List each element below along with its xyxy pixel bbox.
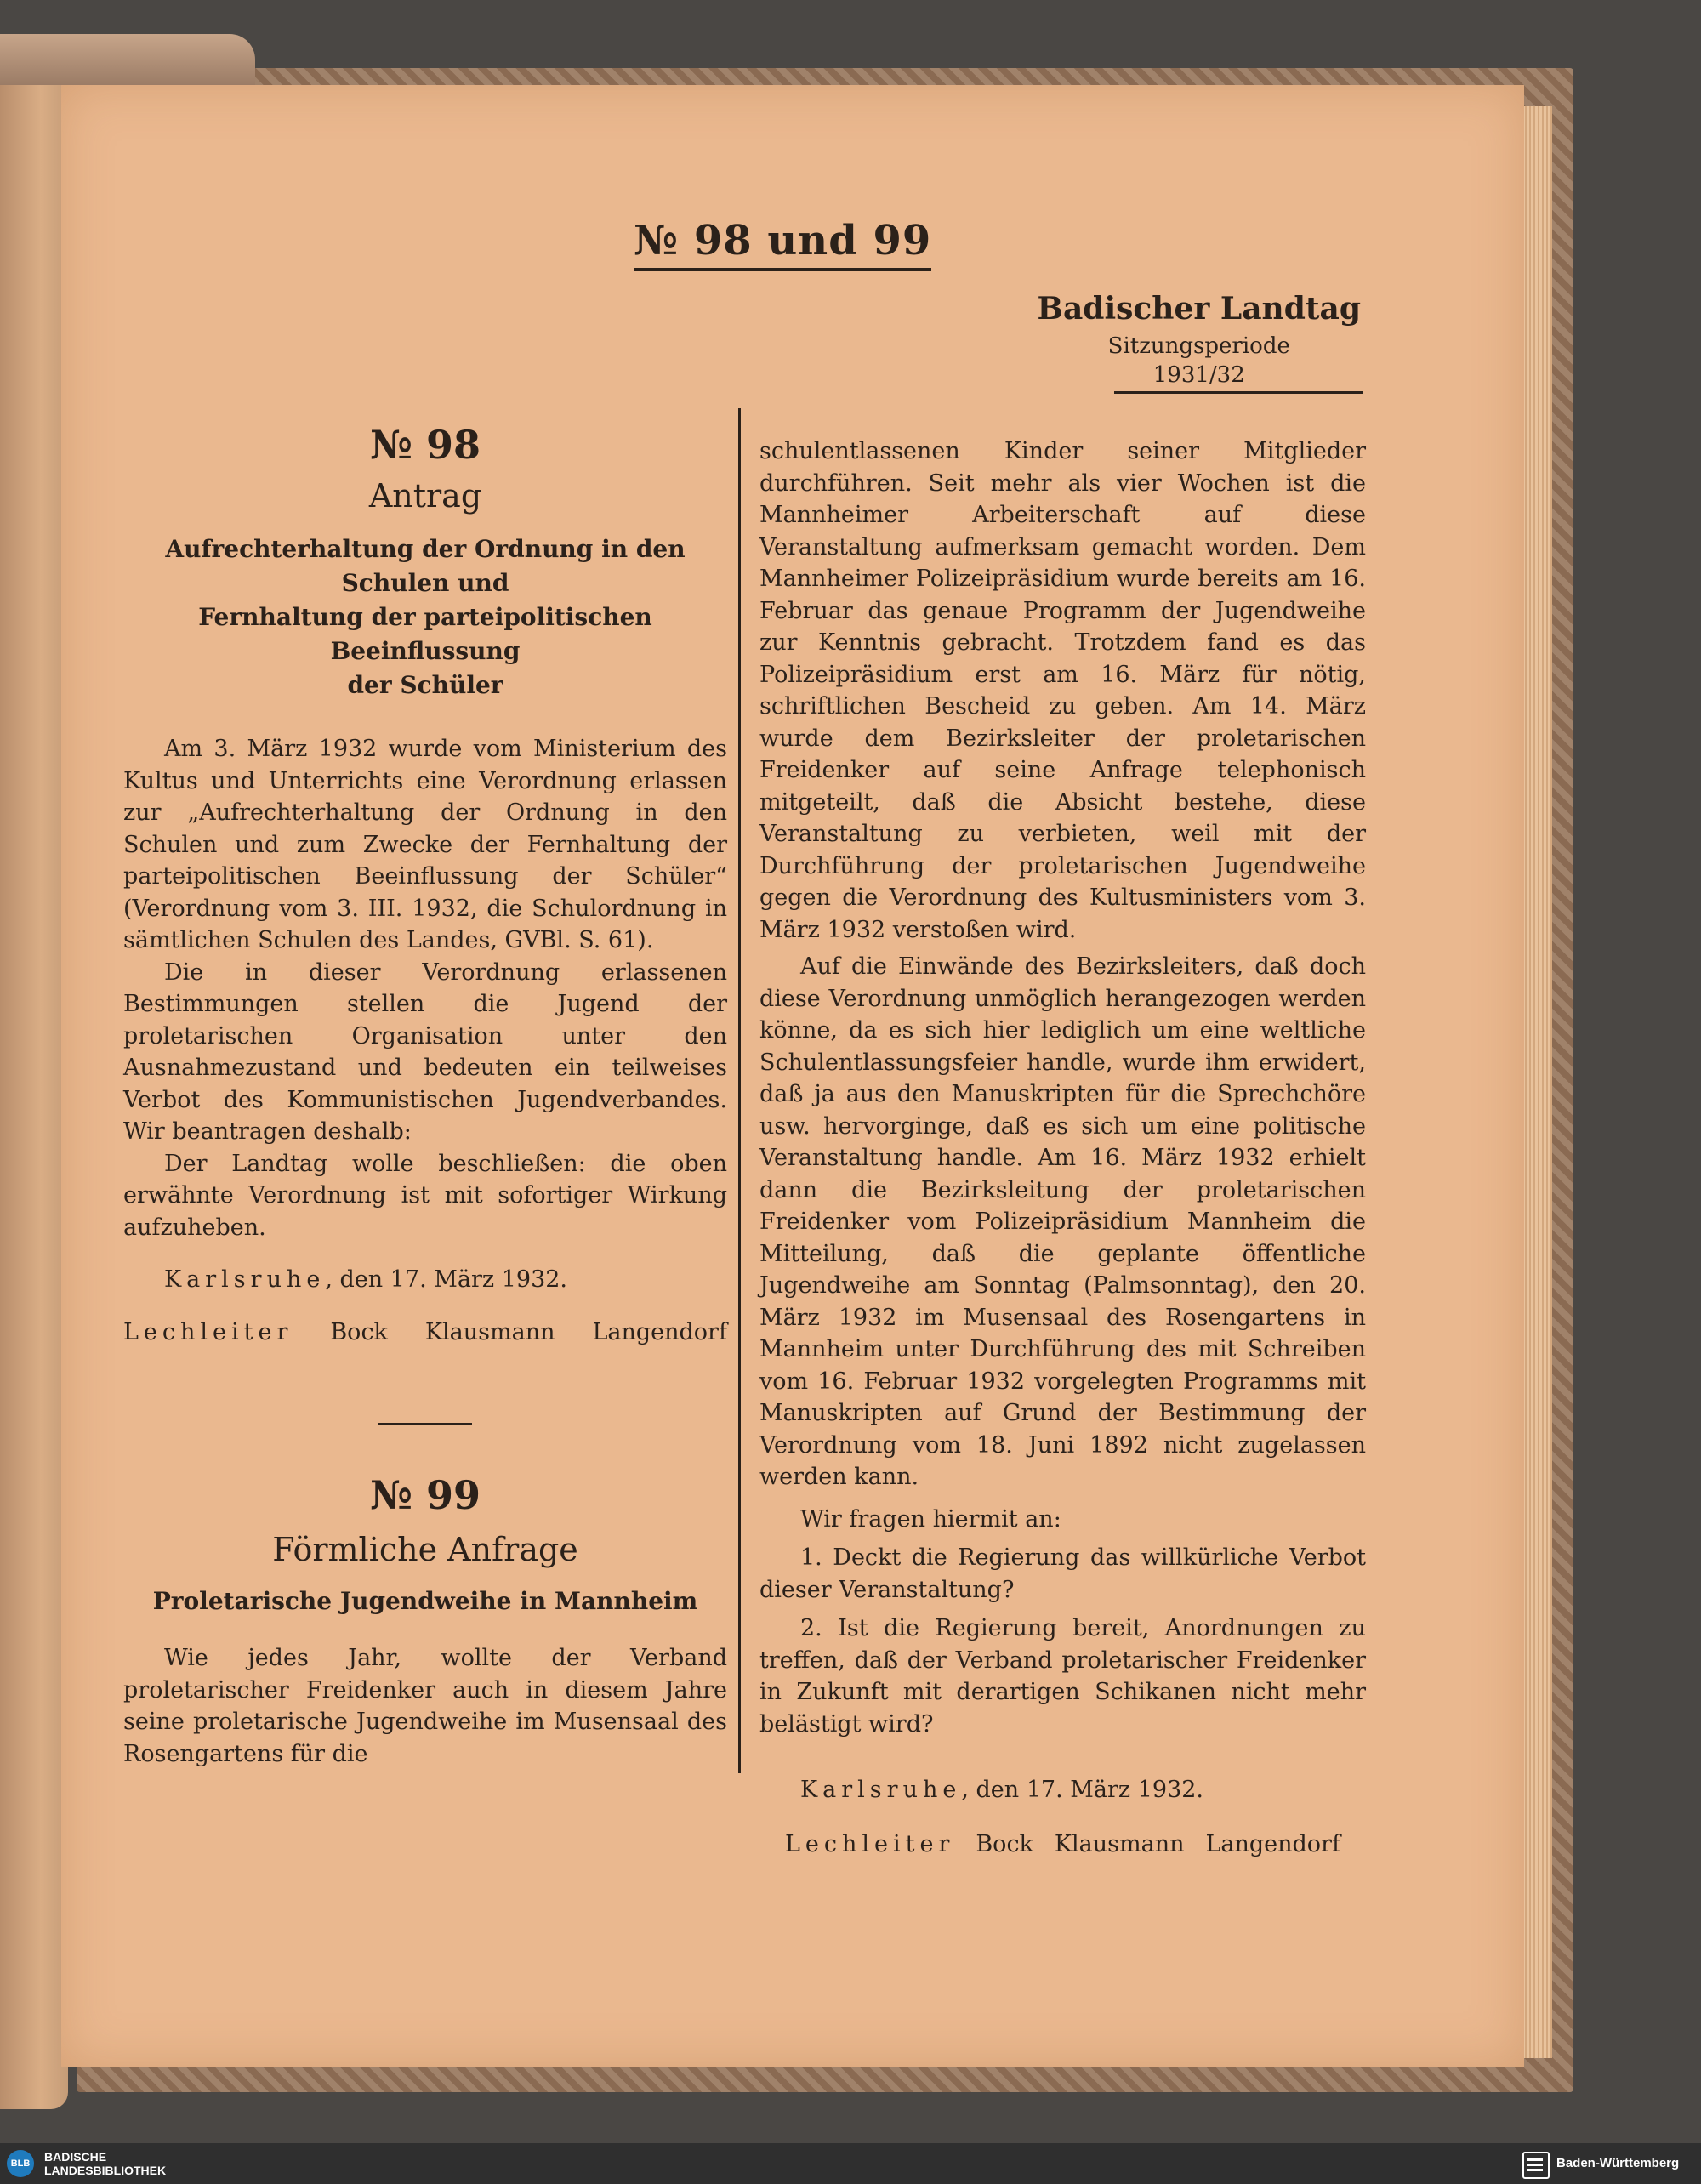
subject-line: der Schüler	[347, 671, 503, 699]
section-kind-antrag: Antrag	[368, 476, 482, 515]
place-name: Karlsruhe	[800, 1777, 962, 1803]
bw-logo-text[interactable]: Baden-Württemberg	[1556, 2156, 1680, 2170]
right-column	[759, 435, 1366, 1860]
blb-logo-icon[interactable]: BLB	[7, 2150, 34, 2177]
landtag-period-label: Sitzungsperiode	[1107, 333, 1290, 359]
paragraph: Der Landtag wolle beschließen: die oben erwähnte Verordnung ist mit sofortiger Wirkung aufzuheben.	[123, 1150, 727, 1241]
landtag-name: Badischer Landtag	[1037, 291, 1361, 327]
paragraph: Auf die Einwände des Bezirksleiters, daß doch diese Verordnung unmöglich herangezogen werden könne, da es sich hier lediglich um eine weltliche Schulentlassungsfeier handle, wurde ihm erwidert, daß ja aus den Manuskripten für die Sprechchöre usw. hervorginge, daß es sich um eine politische Veranstaltung handle. Am 16. März 1932 erhielt dann die Bezirksleitung der proletarischen Freidenker vom Polizeipräsidium Mannheim die Mitteilung, daß die geplante öffentliche Jugendweihe am Sonntag (Palmsonntag), den 20. März 1932 im Musensaal des Rosengartens in Mannheim unter Durchführung des mit Schreiben vom 16. Februar 1932 vorgelegten Programms mit Manuskripten auf Grund der Bestimmung der Verordnung vom 18. Juni 1892 nicht zugelassen werden kann.	[759, 953, 1366, 1490]
document-header-title: № 98 und 99	[634, 217, 931, 271]
paragraph: Die in dieser Verordnung erlassenen Bestimmungen stellen die Jugend der proletarischen Organisation unter den Ausnahmezustand und bedeuten ein teilweises Verbot des Kommunistischen Jugendverbandes. Wir beantragen deshalb:	[123, 958, 727, 1145]
date-line	[759, 1774, 1366, 1806]
section-separator	[123, 1423, 727, 1425]
question-2: 2. Ist die Regierung bereit, Anordnungen zu treffen, daß der Verband proletarischer Freidenker in Zukunft mit derartigen Schikanen nicht mehr belästigt wird?	[759, 1615, 1366, 1738]
book-binding	[0, 34, 255, 85]
column-divider	[738, 408, 741, 1773]
place-name: Karlsruhe	[164, 1266, 326, 1293]
section-kind-anfrage: Förmliche Anfrage	[272, 1530, 578, 1568]
date-text: , den 17. März 1932.	[961, 1777, 1204, 1803]
signatures	[759, 1829, 1366, 1861]
signature: Lechleiter	[785, 1830, 955, 1857]
signature: Lechleiter	[123, 1318, 293, 1345]
section-number-99: № 99	[369, 1472, 481, 1518]
paragraph: schulentlassenen Kinder seiner Mitglieder durchführen. Seit mehr als vier Wochen ist die Mannheimer Arbeiterschaft auf diese Veranstaltung aufmerksam gemacht worden. Dem Mannheimer Polizeipräsidium wurde bereits am 16. Februar das genaue Programm der Jugendweihe zur Kenntnis gebracht. Trotzdem fand es das Polizeipräsidium erst am 16. März für nötig, schriftlichen Bescheid zu geben. Am 14. März wurde dem Bezirksleiter der proletarischen Freidenker auf seine Anfrage telephonisch mitgeteilt, daß die Absicht bestehe, diese Veranstaltung zu verbieten, weil mit der Durchführung der proletarischen Jugendweihe gegen die Verordnung des Kultusministers vom 3. März 1932 verstoßen wird.	[759, 438, 1366, 943]
signatures	[123, 1317, 727, 1349]
blb-line1: BADISCHE	[44, 2150, 107, 2164]
landtag-rule	[1114, 391, 1363, 394]
landtag-period: 1931/32	[1152, 362, 1245, 388]
signature: Langendorf	[1205, 1830, 1340, 1857]
left-page-edge	[0, 60, 68, 2109]
signature: Bock	[330, 1318, 388, 1345]
section-number-98: № 98	[369, 422, 481, 468]
landtag-block	[1038, 291, 1361, 388]
date-text: , den 17. März 1932.	[325, 1266, 568, 1293]
signature: Klausmann	[424, 1318, 555, 1345]
paragraph: Wie jedes Jahr, wollte der Verband proletarischer Freidenker auch in diesem Jahre seine proletarische Jugendweihe im Musensaal des Rosengartens für die	[123, 1645, 727, 1767]
baden-wuerttemberg-lion-icon[interactable]	[1522, 2152, 1550, 2179]
signature: Klausmann	[1054, 1830, 1185, 1857]
date-line	[123, 1264, 727, 1296]
blb-logo-text[interactable]	[44, 2150, 166, 2177]
viewer-footer	[0, 2143, 1701, 2184]
subject-line: Fernhaltung der parteipolitischen Beeinflussung	[198, 603, 652, 665]
signature: Langendorf	[592, 1318, 727, 1345]
paragraph: Am 3. März 1932 wurde vom Ministerium des Kultus und Unterrichts eine Verordnung erlassen zur „Aufrechterhaltung der Ordnung in den Schulen und zum Zwecke der Fernhaltung der parteipolitischen Beeinflussung der Schüler“ (Verordnung vom 3. III. 1932, die Schulordnung in sämtlichen Schulen des Landes, GVBl. S. 61).	[123, 736, 727, 953]
signature: Bock	[976, 1830, 1033, 1857]
blb-line2: LANDESBIBLIOTHEK	[44, 2164, 167, 2177]
section-subject-99: Proletarische Jugendweihe in Mannheim	[152, 1587, 698, 1615]
question-1: 1. Deckt die Regierung das willkürliche Verbot dieser Veranstaltung?	[759, 1544, 1366, 1603]
paragraph: Wir fragen hiermit an:	[800, 1505, 1061, 1533]
left-column	[123, 422, 727, 1770]
section-subject-98	[123, 532, 727, 702]
subject-line: Aufrechterhaltung der Ordnung in den Schulen und	[165, 535, 686, 597]
